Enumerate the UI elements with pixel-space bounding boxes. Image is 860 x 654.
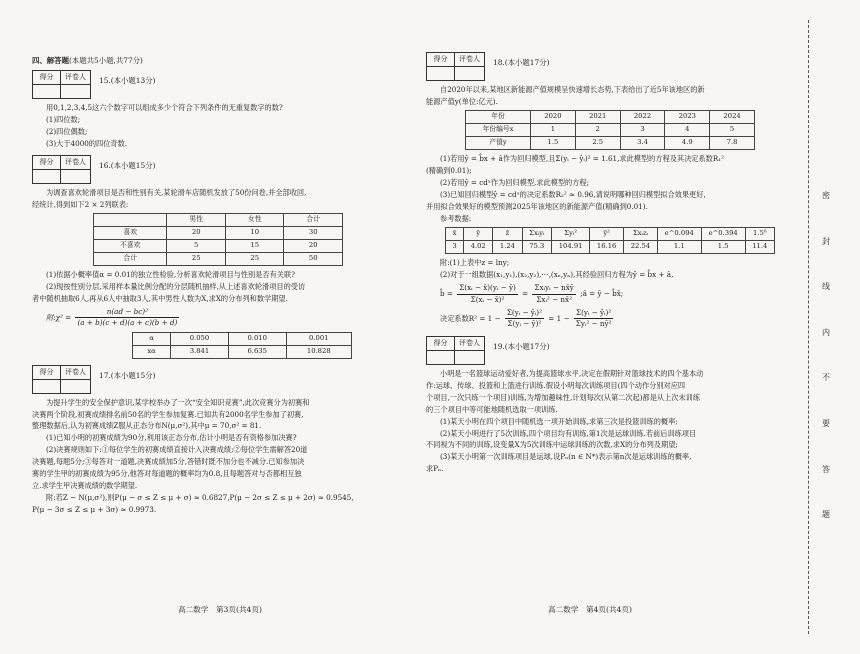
q17-line-1: 为提升学生的安全保护意识,某学校举办了一次“安全知识竞赛”,此次竞赛分为初赛和 (46, 397, 310, 407)
q18-title: 18.(本小题17分) (493, 58, 550, 67)
q16-stem-2: 经统计,得到如下2 × 2列联表: (32, 199, 129, 209)
q19-line-2: 作:运球、传球、投篮和上篮进行训练.假设小明每次训练项目(四个动作分别对应四 (426, 380, 686, 390)
q17-part-2-line-1: (2)决赛规则如下:①每位学生的初赛成绩直接计入决赛成绩;②每位学生需解答20道 (46, 445, 308, 455)
section-title: 四、解答题(本题共5小题,共77分) (32, 56, 143, 65)
binding-margin (800, 0, 860, 654)
q16-part-2a: (2)现按性别分层,采用样本量比例分配的分层随机抽样,从上述喜欢轮滑项目的受访 (46, 281, 306, 291)
q17-part-2-line-3: 赛的学生甲的初赛成绩为95分,他答对每道题的概率均为0.8,且每题答对与否都相互独 (32, 469, 302, 479)
q18-r-squared-formula: 决定系数R² = 1 − $\frac{\text{Σ(yᵢ − ŷᵢ)²}}{\text{Σ(yᵢ − ȳ)²}}$ = 1 − $\frac{\text{Σ(yᵢ − ŷᵢ)²}}{\text{Σyᵢ² − nȳ²}}$ (440, 307, 612, 329)
q18-ref-label: 参考数据: (440, 213, 472, 223)
q17-part-2-line-2: 决赛题,每题5分;③每答对一道题,决赛成绩加5分,答错时既不加分也不减分.已知参加决 (32, 457, 305, 467)
q18-data-table: 年份 2020 2021 2022 2023 2024 年份编号x 1 2 3 4 5 产值y 1.5 2.5 3.4 4.9 7.8 (465, 110, 755, 150)
q18-reference-table: x̄ ȳ z̄ Σxᵢyᵢ Σyᵢ² ȳ² Σxᵢzᵢ e^0.094 e^0.394 1.5⁶ 3 4.02 1.24 75.3 104.91 16.16 22.54 1.1 1.5 11.4 (445, 227, 775, 254)
footer-page-3: 高二数学 第3页(共4页) (178, 605, 262, 614)
seal-notice: 密 封 线 内 不 要 答 题 (822, 191, 832, 520)
q17-appendix-2: P(μ − 3σ ≤ Z ≤ μ + 3σ) ≈ 0.9973. (32, 505, 157, 515)
q16-header (32, 155, 404, 184)
seal-line (808, 20, 809, 634)
q19-title: 19.(本小题17分) (493, 341, 550, 351)
q19-score-box: 得分 评卷人 (426, 336, 485, 365)
q18-stem-2: 能源产值y(单位:亿元). (426, 96, 498, 106)
q19-part-1: (1)某天小明在四个项目中随机选一项开始训练,求第三次是投篮训练的概率; (440, 416, 678, 426)
q19-header (426, 336, 794, 365)
q18-note-1: 附:(1)上表中z = lny; (440, 257, 510, 267)
q17-line-3: 整理数据后,认为初赛成绩Z服从正态分布N(μ,σ²),其中μ = 70,σ² = 81. (32, 421, 262, 431)
q15-part-3: (3)大于4000的四位奇数. (46, 138, 128, 148)
q19-line-3: 个项目,一次只练一个项目)训练,为增加趣味性,计划每次(从第二次起)都是从上次未训练 (426, 392, 701, 402)
q18-b-hat-formula: b̂ = $\frac{\text{Σ(xᵢ − x̄)(yᵢ − ȳ)}}{\text{Σ(xᵢ − x̄)²}}$ = $\frac{\text{Σxᵢyᵢ − nx̄ȳ}}{\text{Σxᵢ² − nx̄²}}$ ;â = ȳ − b̂x̄; (440, 283, 624, 304)
q15-score-box: 得分 评卷人 (32, 70, 91, 99)
q16-critical-value-table: α 0.050 0.010 0.001 xα 3.841 6.635 10.828 (132, 332, 352, 359)
q15-part-1: (1)四位数; (46, 114, 81, 124)
q19-line-4: 的三个项目中等可能地随机选取一项训练. (426, 404, 558, 414)
q15-stem: 用0,1,2,3,4,5这六个数字可以组成多少个符合下列条件的无重复数字的数? (46, 102, 283, 112)
footer-page-4: 高二数学 第4页(共4页) (548, 605, 632, 614)
q19-line-1: 小明是一名篮球运动爱好者,为提高篮球水平,决定在假期针对篮球技术的四个基本动 (440, 368, 704, 378)
q18-part-1a: (1)若用ŷ = b̂x + â作为回归模型,且Σ(yᵢ − ŷᵢ)² = 1.61,求此模型的方程及其决定系数R₁² (440, 153, 725, 163)
q18-stem-1: 自2020年以来,某地区新能源产值规模呈快速增长态势,下表给出了近5年该地区的新 (440, 85, 705, 94)
q17-header (32, 365, 404, 394)
q17-title: 17.(本小题15分) (99, 370, 156, 380)
q18-part-3a: (3)已知回归模型ŷ = cdˣ的决定系数R₂² ≈ 0.96,请说明哪种回归模型拟合效果更好, (440, 189, 706, 199)
left-column (32, 56, 404, 517)
q16-chi-square-formula: 附:χ² = $\frac{\text{n(ad − bc)²}}{(a + b)(c + d)(a + c)(b + d)}$ (46, 307, 178, 328)
q18-part-3b: 并用拟合效果好的模型预测2025年该地区的新能源产值(精确到0.01). (426, 201, 648, 211)
q18-score-box: 得分 评卷人 (426, 52, 485, 81)
q19-part-3-line-2: 求Pₙ. (426, 464, 444, 474)
q16-score-box: 得分 评卷人 (32, 155, 91, 184)
q18-part-2: (2)若用ŷ = cdˣ作为回归模型,求此模型的方程; (440, 177, 590, 187)
q18-part-1b: (精确到0.01); (426, 165, 472, 175)
q16-part-1: (1)依据小概率值α = 0.01的独立性检验,分析喜欢轮滑项目与性别是否有关联? (46, 269, 296, 279)
q16-contingency-table: 男性 女性 合计 喜欢 20 10 30 不喜欢 5 15 20 合计 25 25 50 (93, 213, 343, 265)
q17-part-1: (1)已知小明的初赛成绩为90分,利用该正态分布,估计小明是否有资格参加决赛? (46, 433, 297, 443)
q15-header (32, 70, 404, 99)
q18-note-2: (2)对于一组数据(x₁,y₁),(x₂,y₂),⋯,(xₙ,yₙ),其经验回归方程为ŷ = b̂x + â, (440, 269, 674, 279)
right-column (426, 56, 794, 476)
q17-line-2: 决赛两个阶段,初赛成绩排名前50名的学生参加复赛.已知共有2000名学生参加了初赛, (32, 409, 304, 419)
q17-part-2-line-4: 立.求学生甲决赛成绩的数学期望. (32, 481, 138, 491)
q16-part-2b: 者中随机抽取6人,再从6人中抽取3人,其中男性人数为X,求X的分布列和数学期望. (32, 293, 288, 303)
q15-part-2: (2)四位偶数; (46, 126, 88, 136)
q17-appendix-1: 附:若Z ~ N(μ,σ²),则P(μ − σ ≤ Z ≤ μ + σ) ≈ 0.6827,P(μ − 2σ ≤ Z ≤ μ + 2σ) ≈ 0.9545, (46, 493, 354, 503)
q17-score-box: 得分 评卷人 (32, 365, 91, 394)
q19-part-2-line-2: 不同视为不同的训练,设变量X为5次训练中运球训练的次数,求X的分布列及期望; (426, 440, 678, 450)
q16-stem-1: 为调查喜欢轮滑项目是否和性别有关,某轮滑车店随机发放了50份问卷,并全部收回, (46, 187, 307, 197)
q19-part-3-line-1: (3)某天小明第一次训练项目是运球,设Pₙ(n ∈ N*)表示第n次是运球训练的概率, (440, 452, 692, 462)
q19-part-2-line-1: (2)某天小明进行了5次训练,四个项目均有训练,第1次是运球训练.若前后训练项目 (440, 428, 697, 438)
q15-title: 15.(本小题13分) (99, 75, 156, 85)
q18-header (426, 52, 794, 81)
q16-title: 16.(本小题15分) (99, 160, 156, 170)
